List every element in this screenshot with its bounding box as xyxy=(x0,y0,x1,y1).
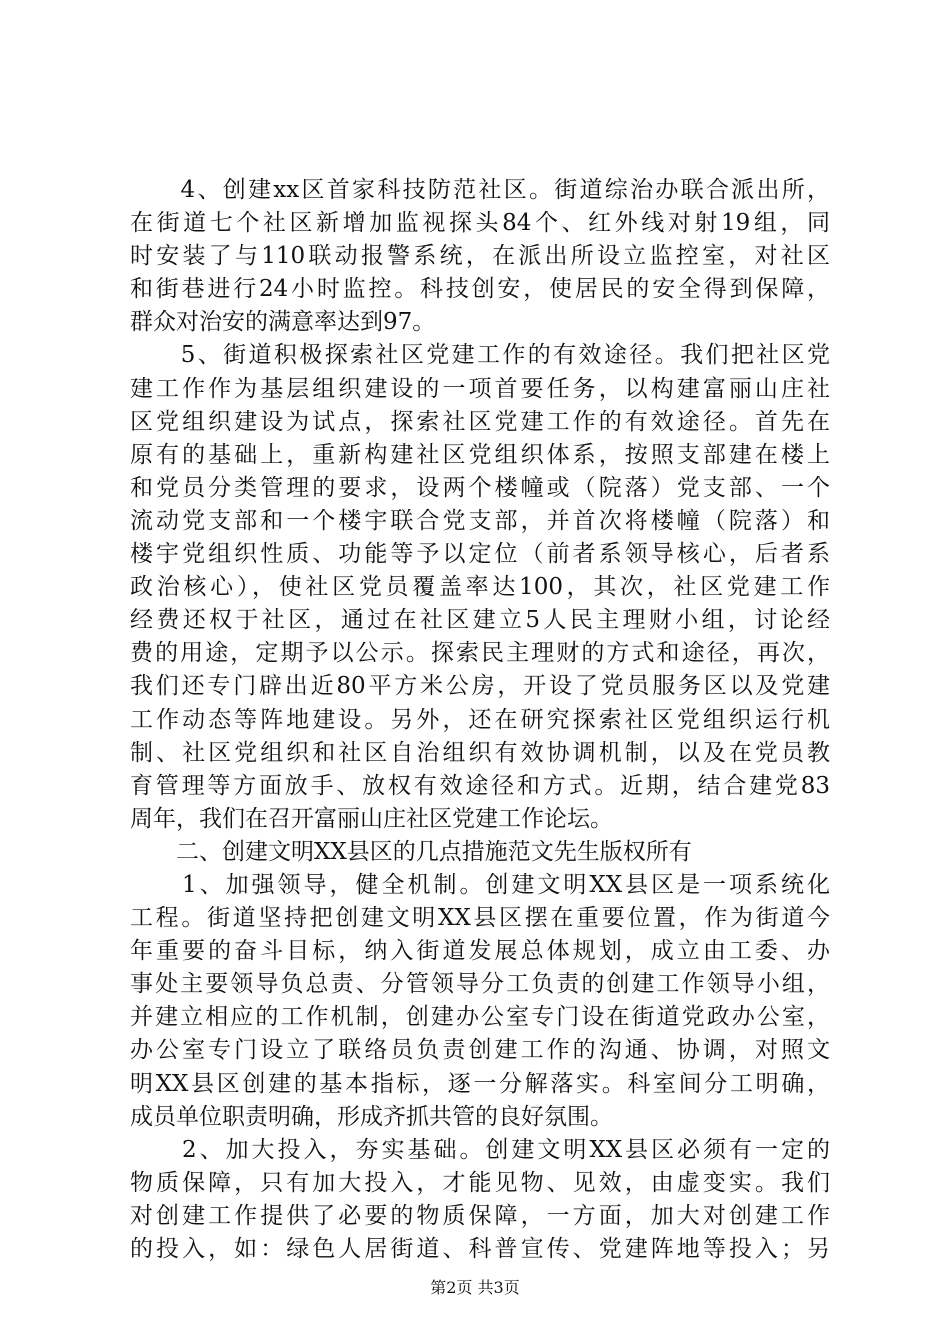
text-line: 区党组织建设为试点，探索社区党建工作的有效途径。首先在 xyxy=(130,408,830,435)
text-line: 政治核心），使社区党员覆盖率达100，其次，社区党建工作 xyxy=(130,574,830,601)
text-line: 工作动态等阵地建设。另外，还在研究探索社区党组织运行机 xyxy=(130,706,830,733)
text-line: 并建立相应的工作机制，创建办公室专门设在街道党政办公室， xyxy=(130,1004,830,1031)
text-line: 工程。街道坚持把创建文明XX县区摆在重要位置，作为街道今 xyxy=(130,905,830,932)
text-line: 成员单位职责明确，形成齐抓共管的良好氛围。 xyxy=(130,1103,613,1130)
text-line: 年重要的奋斗目标，纳入街道发展总体规划，成立由工委、办 xyxy=(130,938,830,965)
text-line: 5、街道积极探索社区党建工作的有效途径。我们把社区党 xyxy=(130,342,830,369)
text-line: 1、加强领导，健全机制。创建文明XX县区是一项系统化 xyxy=(130,871,830,898)
text-line: 办公室专门设立了联络员负责创建工作的沟通、协调，对照文 xyxy=(130,1037,830,1064)
text-line: 的投入，如：绿色人居街道、科普宣传、党建阵地等投入；另 xyxy=(130,1236,830,1262)
text-line: 明XX县区创建的基本指标，逐一分解落实。科室间分工明确， xyxy=(130,1070,830,1097)
text-line: 周年，我们在召开富丽山庄社区党建工作论坛。 xyxy=(130,805,613,832)
document-body xyxy=(130,174,830,1266)
text-line: 事处主要领导负总责、分管领导分工负责的创建工作领导小组， xyxy=(130,971,830,998)
text-line: 楼宇党组织性质、功能等予以定位（前者系领导核心，后者系 xyxy=(130,541,830,568)
text-line: 制、社区党组织和社区自治组织有效协调机制，以及在党员教 xyxy=(130,739,830,766)
text-line: 原有的基础上，重新构建社区党组织体系，按照支部建在楼上 xyxy=(130,441,830,468)
text-line: 对创建工作提供了必要的物质保障，一方面，加大对创建工作 xyxy=(130,1202,830,1229)
text-line: 我们还专门辟出近80平方米公房，开设了党员服务区以及党建 xyxy=(130,673,830,700)
text-line: 流动党支部和一个楼宇联合党支部，并首次将楼幢（院落）和 xyxy=(130,507,830,534)
page-footer: 第2页 共3页 xyxy=(430,1278,520,1297)
text-line: 建工作作为基层组织建设的一项首要任务，以构建富丽山庄社 xyxy=(130,375,830,402)
text-line: 时安装了与110联动报警系统，在派出所设立监控室，对社区 xyxy=(130,243,830,270)
text-line: 物质保障，只有加大投入，才能见物、见效，由虚变实。我们 xyxy=(130,1169,830,1196)
text-line: 4、创建xx区首家科技防范社区。街道综治办联合派出所， xyxy=(130,177,830,203)
text-line: 群众对治安的满意率达到97。 xyxy=(130,309,436,336)
text-line: 二、创建文明XX县区的几点措施范文先生版权所有 xyxy=(130,838,692,865)
text-line: 育管理等方面放手、放权有效途径和方式。近期，结合建党83 xyxy=(130,772,830,799)
text-line: 在街道七个社区新增加监视探头84个、红外线对射19组，同 xyxy=(130,210,830,237)
text-line: 和街巷进行24小时监控。科技创安，使居民的安全得到保障， xyxy=(130,276,830,303)
text-line: 经费还权于社区，通过在社区建立5人民主理财小组，讨论经 xyxy=(130,607,830,634)
text-line: 2、加大投入，夯实基础。创建文明XX县区必须有一定的 xyxy=(130,1136,830,1163)
text-line: 和党员分类管理的要求，设两个楼幢或（院落）党支部、一个 xyxy=(130,474,830,501)
text-line: 费的用途，定期予以公示。探索民主理财的方式和途径，再次， xyxy=(130,640,830,667)
